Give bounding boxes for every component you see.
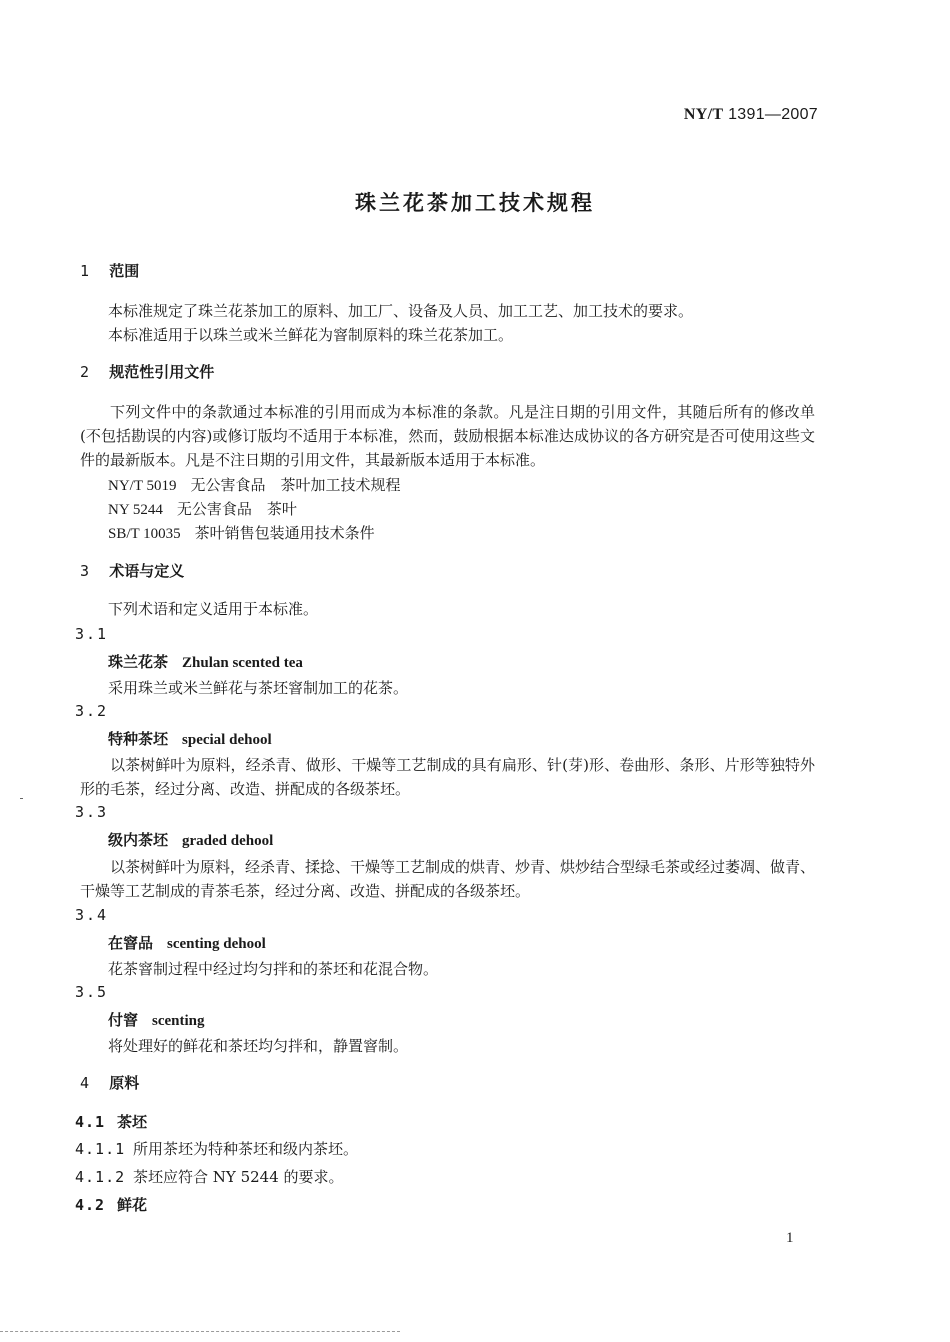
section-4-heading — [80, 1072, 139, 1093]
section-number: 4 — [80, 1074, 90, 1092]
reference-title: 茶叶销售包装通用技术条件 — [194, 524, 375, 542]
clause-item — [75, 1138, 358, 1159]
standard-code: 1391—2007 — [728, 106, 818, 123]
paragraph: 本标准规定了珠兰花茶加工的原料、加工厂、设备及人员、加工工艺、加工技术的要求。 — [108, 302, 694, 320]
subsection-number: 4.2 — [75, 1196, 106, 1214]
subsection-4-2-heading — [75, 1194, 147, 1215]
reference-code: SB/T 10035 — [108, 526, 181, 542]
reference-title: 无公害食品 茶叶 — [176, 500, 297, 518]
term-number: 3.3 — [75, 803, 109, 821]
paragraph: 下列术语和定义适用于本标准。 — [108, 600, 319, 618]
section-title: 术语与定义 — [109, 562, 185, 580]
clause-number: 4.1.1 — [75, 1140, 126, 1158]
term-definition: 以茶树鲜叶为原料，经杀青、揉捻、干燥等工艺制成的烘青、炒青、烘炒结合型绿毛茶或经过萎凋、做青、干燥等工艺制成的青茶毛茶，经过分离、改造、拼配成的各级茶坯。 — [80, 858, 816, 900]
term-definition: 采用珠兰或米兰鲜花与茶坯窨制加工的花茶。 — [108, 679, 409, 697]
clause-text: 所用茶坯为特种茶坯和级内茶坯。 — [133, 1140, 359, 1158]
section-2-heading — [80, 361, 214, 382]
subsection-title: 鲜花 — [117, 1196, 148, 1214]
section-number: 2 — [80, 363, 90, 381]
subsection-title: 茶坯 — [117, 1113, 148, 1131]
term-number: 3.1 — [75, 625, 109, 643]
term-title — [108, 932, 266, 953]
reference-item — [108, 473, 401, 498]
section-title: 范围 — [109, 262, 140, 280]
term-zh: 特种茶坯 — [108, 730, 169, 748]
reference-item — [108, 521, 375, 546]
subsection-number: 4.1 — [75, 1113, 106, 1131]
term-zh: 付窨 — [108, 1011, 139, 1029]
term-zh: 级内茶坯 — [108, 831, 169, 849]
term-number: 3.2 — [75, 702, 109, 720]
reference-code: NY 5244 — [108, 502, 163, 518]
subsection-4-1-heading — [75, 1111, 147, 1132]
term-zh: 在窨品 — [108, 934, 154, 952]
term-number: 3.4 — [75, 906, 109, 924]
reference-title: 无公害食品 茶叶加工技术规程 — [190, 476, 401, 494]
term-title — [108, 651, 303, 672]
term-zh: 珠兰花茶 — [108, 653, 169, 671]
standard-prefix: NY/T — [683, 106, 724, 123]
term-definition: 花茶窨制过程中经过均匀拌和的茶坯和花混合物。 — [108, 960, 439, 978]
section-title: 规范性引用文件 — [109, 363, 215, 381]
term-en: graded dehool — [182, 833, 274, 849]
paragraph: 下列文件中的条款通过本标准的引用而成为本标准的条款。凡是注日期的引用文件，其随后所有的修改单(不包括勘误的内容)或修订版均不适用于本标准，然而，鼓励根据本标准达成协议的各方研究是否可使用这些文件的最新版本。凡是不注日期的引用文件，其最新版本适用于本标准。 — [80, 403, 815, 469]
term-definition: 将处理好的鲜花和茶坯均匀拌和，静置窨制。 — [108, 1037, 409, 1055]
section-number: 1 — [80, 262, 90, 280]
clause-text: 茶坯应符合 NY 5244 的要求。 — [133, 1168, 344, 1186]
scan-speck — [20, 798, 23, 799]
section-number: 3 — [80, 562, 90, 580]
term-definition: 以茶树鲜叶为原料，经杀青、做形、干燥等工艺制成的具有扁形、针(芽)形、卷曲形、条形、片形等独特外形的毛茶，经过分离、改造、拼配成的各级茶坯。 — [80, 756, 815, 798]
page-title: 珠兰花茶加工技术规程 — [355, 191, 595, 215]
reference-code: NY/T 5019 — [108, 478, 177, 494]
standard-number — [684, 106, 818, 124]
section-3-heading — [80, 560, 184, 581]
term-title — [108, 728, 272, 749]
clause-number: 4.1.2 — [75, 1168, 126, 1186]
reference-item — [108, 497, 297, 522]
term-en: special dehool — [182, 732, 272, 748]
page-number: 1 — [786, 1230, 794, 1246]
section-title: 原料 — [109, 1074, 140, 1092]
scan-edge-line — [0, 1331, 400, 1332]
term-number: 3.5 — [75, 983, 109, 1001]
section-1-heading — [80, 260, 139, 281]
paragraph: 本标准适用于以珠兰或米兰鲜花为窨制原料的珠兰花茶加工。 — [108, 326, 514, 344]
term-title — [108, 1009, 205, 1030]
term-en: Zhulan scented tea — [182, 655, 303, 671]
term-en: scenting dehool — [167, 936, 266, 952]
term-title — [108, 829, 273, 850]
clause-item — [75, 1166, 344, 1187]
term-en: scenting — [152, 1013, 205, 1029]
